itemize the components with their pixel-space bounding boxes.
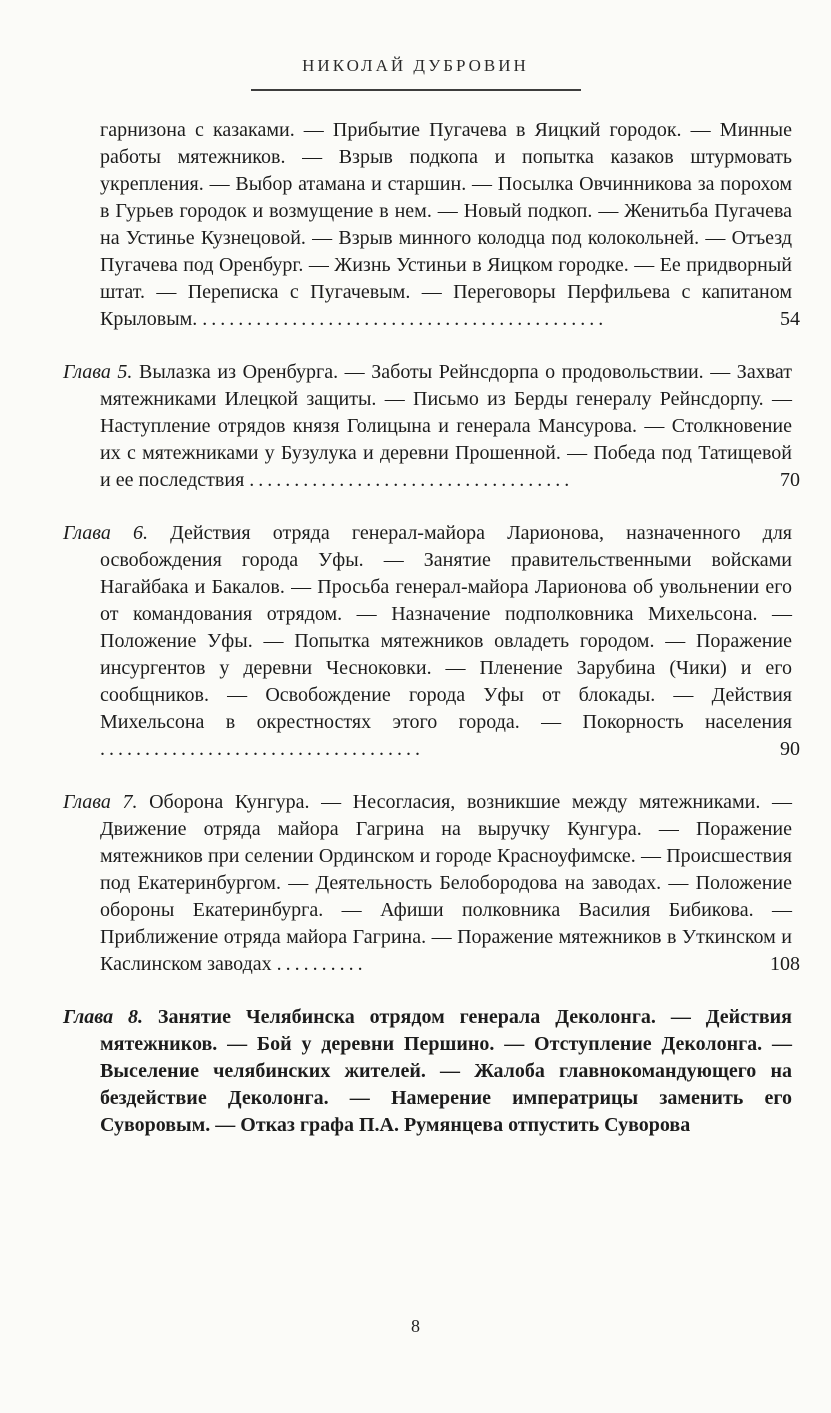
table-of-contents (63, 117, 800, 1165)
entry-text: Оборона Кунгура. — Несогласия, возникшие между мятежниками. — Движение отряда майора Гагрина на выручку Кунгура. — Поражение мятежников при селении Ординском и городе Красноуфимске. — Происшествия под Екатеринбургом. — Деятельность Белобородова на заводах. — Положение обороны Екатеринбурга. — Афиши полковника Василия Бибикова. — Приближение отряда майора Гагрина. — Поражение мятежников в Уткинском и Каслинском заводах (100, 791, 793, 975)
toc-entry (63, 1004, 792, 1139)
chapter-label: Глава 8. (63, 1006, 143, 1028)
entry-page-number: 108 (770, 953, 800, 975)
toc-entry (63, 520, 800, 763)
entry-text: Действия отряда генерал-майора Ларионова, назначенного для освобождения города Уфы. — Занятие правительственными войсками Нагайбака и Бакалов. — Просьба генерал-майора Ларионова об увольнении его от командования отрядом. — Назначение подполковника Михельсона. — Положение Уфы. — Попытка мятежников овладеть городом. — Поражение инсургентов у деревни Чесноковки. — Пленение Зарубина (Чики) и его сообщников. — Освобождение города Уфы от блокады. — Действия Михельсона в окрестностях этого города. — Покорность населения (100, 522, 792, 733)
entry-text: Вылазка из Оренбурга. — Заботы Рейнсдорпа о продовольствии. — Захват мятежниками Илецкой защиты. — Письмо из Берды генералу Рейнсдорпу. — Наступление отрядов князя Голицына и генерала Мансурова. — Столкновение их с мятежниками у Бузулука и деревни Прошенной. — Победа под Татищевой и ее последствия (100, 361, 792, 491)
chapter-label: Глава 7. (63, 791, 138, 813)
entry-page-number: 54 (780, 308, 800, 330)
dot-leader: .......... (276, 953, 367, 975)
dot-leader: ............................................. (202, 308, 608, 330)
entry-text: Занятие Челябинска отрядом генерала Деколонга. — Действия мятежников. — Бой у деревни Першино. — Отступление Деколонга. — Выселение челябинских жителей. — Жалоба главнокомандующего на бездействие Деколонга. — Намерение императрицы заменить его Суворовым. — Отказ графа П.А. Румянцева отпустить Суворова (100, 1006, 792, 1136)
toc-entry (63, 789, 800, 978)
chapter-label: Глава 6. (63, 522, 148, 544)
page-number: 8 (411, 1316, 420, 1336)
entry-page-number: 90 (780, 738, 800, 760)
entry-text: гарнизона с казаками. — Прибытие Пугачева в Яицкий городок. — Минные работы мятежников. — Взрыв подкопа и попытка казаков штурмовать укрепления. — Выбор атамана и старшин. — Посылка Овчинникова за порохом в Гурьев городок и возмущение в нем. — Новый подкоп. — Женитьба Пугачева на Устинье Кузнецовой. — Взрыв минного колодца под колокольней. — Отъезд Пугачева под Оренбург. — Жизнь Устиньи в Яицком городке. — Ее придворный штат. — Переписка с Пугачевым. — Переговоры Перфильева с капитаном Крыловым. (100, 119, 792, 330)
entry-page-number: 70 (780, 469, 800, 491)
chapter-label: Глава 5. (63, 361, 133, 383)
running-header-author: НИКОЛАЙ ДУБРОВИН (302, 56, 529, 75)
toc-entry (63, 117, 800, 333)
dot-leader: .................................... (249, 469, 574, 491)
header-rule (251, 89, 581, 91)
dot-leader: .................................... (100, 738, 424, 760)
toc-entry (63, 359, 800, 494)
